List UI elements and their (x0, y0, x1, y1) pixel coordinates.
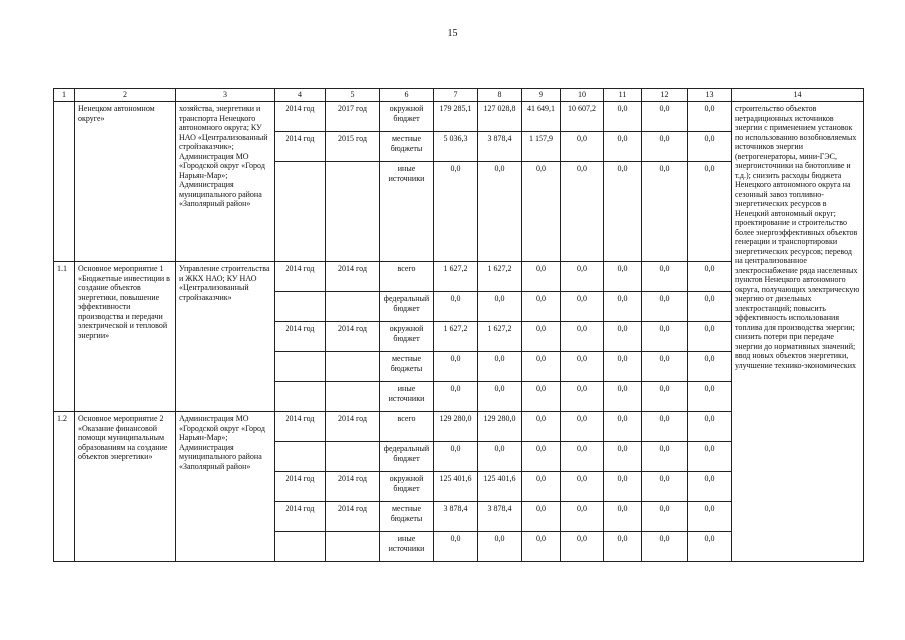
amount-cell: 0,0 (642, 322, 688, 352)
start-year: 2014 год (275, 412, 326, 442)
amount-cell: 0,0 (522, 292, 561, 322)
amount-cell: 0,0 (642, 132, 688, 162)
amount-cell: 1 627,2 (434, 322, 478, 352)
header-cell: 8 (478, 89, 522, 102)
amount-cell: 0,0 (434, 442, 478, 472)
amount-cell: 0,0 (434, 532, 478, 562)
amount-cell: 125 401,6 (478, 472, 522, 502)
amount-cell: 0,0 (561, 532, 604, 562)
amount-cell: 3 878,4 (434, 502, 478, 532)
amount-cell: 0,0 (642, 382, 688, 412)
amount-cell: 0,0 (478, 382, 522, 412)
amount-cell: 0,0 (522, 322, 561, 352)
amount-cell: 0,0 (478, 292, 522, 322)
amount-cell: 0,0 (688, 102, 732, 132)
funding-source: окружной бюджет (380, 322, 434, 352)
start-year: 2014 год (275, 262, 326, 292)
expected-results: строительство объектов нетрадиционных источников энергии с применением установок по использованию возобновляемых источников энергии (ветрогенераторы, мини-ГЭС, энергоисточники на биотопливе и т.д.); снизить расходы бюджета Ненецкого автономного округа на сезонный завоз топливно-энергетических ресурсов в Ненецкий автономный округ; проектирование и строительство более энергоэффективных объектов генерации и транспортировки энергетических ресурсов; перевод на централизованное электроснабжение ряда населенных пунктов Ненецкого автономного округа, получающих электрическую энергию от дизельных электростанций; повысить эффективность использования топлива для производства энергии; снизить потери при передаче энергии до нормативных значений; ввод новых объектов энергетики, улучшение технико-экономических (732, 102, 864, 562)
amount-cell: 0,0 (642, 442, 688, 472)
start-year: 2014 год (275, 132, 326, 162)
amount-cell: 0,0 (478, 442, 522, 472)
amount-cell: 179 285,1 (434, 102, 478, 132)
start-year (275, 162, 326, 262)
start-year: 2014 год (275, 472, 326, 502)
start-year: 2014 год (275, 502, 326, 532)
row-number: 1.2 (54, 412, 75, 562)
amount-cell: 0,0 (434, 292, 478, 322)
measure-name: Основное мероприятие 1 «Бюджетные инвестиции в создание объектов энергетики, повышение эффективности производства и передачи электрической и тепловой энергии» (75, 262, 176, 412)
amount-cell: 0,0 (688, 352, 732, 382)
end-year (326, 532, 380, 562)
funding-source: иные источники (380, 532, 434, 562)
funding-source: иные источники (380, 162, 434, 262)
end-year (326, 162, 380, 262)
amount-cell: 0,0 (561, 132, 604, 162)
amount-cell: 0,0 (604, 132, 642, 162)
amount-cell: 0,0 (604, 412, 642, 442)
row-number: 1.1 (54, 262, 75, 412)
start-year (275, 292, 326, 322)
end-year: 2014 год (326, 262, 380, 292)
end-year: 2017 год (326, 102, 380, 132)
amount-cell: 0,0 (688, 472, 732, 502)
executor: хозяйства, энергетики и транспорта Ненецкого автономного округа; КУ НАО «Централизованный стройзаказчик»; Администрация МО «Городской округ «Город Нарьян-Мар»; Администрация муниципального района «Заполярный район» (176, 102, 275, 262)
amount-cell: 0,0 (478, 162, 522, 262)
amount-cell: 1 157,9 (522, 132, 561, 162)
amount-cell: 0,0 (642, 262, 688, 292)
start-year (275, 352, 326, 382)
amount-cell: 125 401,6 (434, 472, 478, 502)
amount-cell: 0,0 (688, 502, 732, 532)
header-cell: 6 (380, 89, 434, 102)
start-year (275, 442, 326, 472)
amount-cell: 0,0 (604, 502, 642, 532)
header-cell: 5 (326, 89, 380, 102)
amount-cell: 0,0 (688, 382, 732, 412)
funding-source: местные бюджеты (380, 502, 434, 532)
amount-cell: 0,0 (478, 532, 522, 562)
amount-cell: 0,0 (522, 162, 561, 262)
amount-cell: 0,0 (642, 102, 688, 132)
amount-cell: 0,0 (522, 382, 561, 412)
amount-cell: 0,0 (688, 262, 732, 292)
amount-cell: 10 607,2 (561, 102, 604, 132)
funding-source: всего (380, 412, 434, 442)
amount-cell: 0,0 (478, 352, 522, 382)
funding-source: федеральный бюджет (380, 292, 434, 322)
funding-source: иные источники (380, 382, 434, 412)
amount-cell: 0,0 (561, 292, 604, 322)
amount-cell: 0,0 (561, 262, 604, 292)
amount-cell: 0,0 (688, 132, 732, 162)
amount-cell: 0,0 (561, 382, 604, 412)
amount-cell: 129 280,0 (434, 412, 478, 442)
amount-cell: 1 627,2 (478, 262, 522, 292)
executor: Администрация МО «Городской округ «Город Нарьян-Мар»; Администрация муниципального района «Заполярный район» (176, 412, 275, 562)
amount-cell: 0,0 (688, 322, 732, 352)
start-year (275, 532, 326, 562)
amount-cell: 0,0 (604, 382, 642, 412)
amount-cell: 0,0 (522, 352, 561, 382)
amount-cell: 0,0 (688, 532, 732, 562)
amount-cell: 0,0 (561, 502, 604, 532)
amount-cell: 3 878,4 (478, 132, 522, 162)
amount-cell: 0,0 (604, 262, 642, 292)
amount-cell: 0,0 (604, 472, 642, 502)
end-year (326, 382, 380, 412)
amount-cell: 0,0 (642, 532, 688, 562)
end-year (326, 352, 380, 382)
amount-cell: 1 627,2 (434, 262, 478, 292)
amount-cell: 0,0 (642, 162, 688, 262)
amount-cell: 0,0 (604, 322, 642, 352)
start-year (275, 382, 326, 412)
header-cell: 7 (434, 89, 478, 102)
amount-cell: 0,0 (642, 502, 688, 532)
amount-cell: 41 649,1 (522, 102, 561, 132)
amount-cell: 0,0 (561, 352, 604, 382)
header-cell: 13 (688, 89, 732, 102)
amount-cell: 1 627,2 (478, 322, 522, 352)
executor: Управление строительства и ЖКХ НАО; КУ НАО «Централизованный стройзаказчик» (176, 262, 275, 412)
amount-cell: 0,0 (688, 162, 732, 262)
header-cell: 9 (522, 89, 561, 102)
amount-cell: 0,0 (561, 322, 604, 352)
amount-cell: 0,0 (561, 412, 604, 442)
amount-cell: 0,0 (561, 162, 604, 262)
amount-cell: 0,0 (604, 352, 642, 382)
funding-source: окружной бюджет (380, 472, 434, 502)
amount-cell: 0,0 (522, 532, 561, 562)
end-year: 2015 год (326, 132, 380, 162)
funding-source: всего (380, 262, 434, 292)
amount-cell: 0,0 (561, 442, 604, 472)
header-cell: 12 (642, 89, 688, 102)
amount-cell: 0,0 (522, 412, 561, 442)
amount-cell: 0,0 (642, 352, 688, 382)
start-year: 2014 год (275, 102, 326, 132)
end-year: 2014 год (326, 502, 380, 532)
amount-cell: 0,0 (688, 292, 732, 322)
end-year: 2014 год (326, 472, 380, 502)
amount-cell: 0,0 (642, 292, 688, 322)
amount-cell: 0,0 (522, 502, 561, 532)
amount-cell: 0,0 (604, 162, 642, 262)
measure-name: Основное мероприятие 2 «Оказание финансовой помощи муниципальным образованиям на создание объектов энергетики» (75, 412, 176, 562)
funding-source: федеральный бюджет (380, 442, 434, 472)
amount-cell: 0,0 (688, 442, 732, 472)
header-cell: 1 (54, 89, 75, 102)
end-year: 2014 год (326, 322, 380, 352)
amount-cell: 0,0 (688, 412, 732, 442)
header-cell: 11 (604, 89, 642, 102)
table-row (54, 102, 864, 132)
amount-cell: 0,0 (434, 352, 478, 382)
row-number (54, 102, 75, 262)
amount-cell: 0,0 (642, 412, 688, 442)
amount-cell: 0,0 (642, 472, 688, 502)
measure-name: Ненецком автономном округе» (75, 102, 176, 262)
budget-table (53, 88, 864, 562)
funding-source: окружной бюджет (380, 102, 434, 132)
header-cell: 3 (176, 89, 275, 102)
funding-source: местные бюджеты (380, 132, 434, 162)
header-row (54, 89, 864, 102)
amount-cell: 0,0 (604, 532, 642, 562)
amount-cell: 3 878,4 (478, 502, 522, 532)
start-year: 2014 год (275, 322, 326, 352)
amount-cell: 0,0 (604, 292, 642, 322)
end-year (326, 292, 380, 322)
amount-cell: 0,0 (604, 102, 642, 132)
end-year (326, 442, 380, 472)
header-cell: 2 (75, 89, 176, 102)
amount-cell: 129 280,0 (478, 412, 522, 442)
header-cell: 4 (275, 89, 326, 102)
header-cell: 10 (561, 89, 604, 102)
end-year: 2014 год (326, 412, 380, 442)
amount-cell: 0,0 (434, 162, 478, 262)
amount-cell: 5 036,3 (434, 132, 478, 162)
amount-cell: 0,0 (561, 472, 604, 502)
amount-cell: 0,0 (604, 442, 642, 472)
funding-source: местные бюджеты (380, 352, 434, 382)
amount-cell: 0,0 (522, 472, 561, 502)
amount-cell: 0,0 (434, 382, 478, 412)
amount-cell: 0,0 (522, 442, 561, 472)
page-number: 15 (447, 28, 458, 39)
header-cell: 14 (732, 89, 864, 102)
amount-cell: 0,0 (522, 262, 561, 292)
amount-cell: 127 028,8 (478, 102, 522, 132)
